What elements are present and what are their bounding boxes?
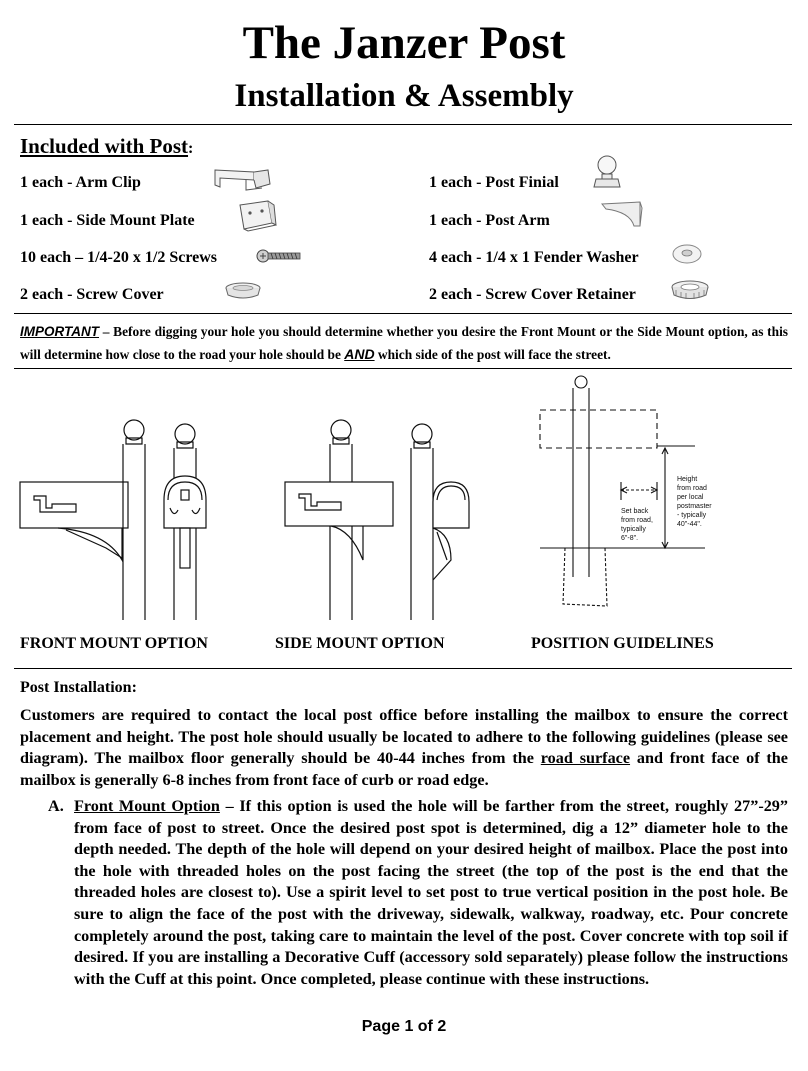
included-item-fender-washer: 4 each - 1/4 x 1 Fender Washer [429, 249, 639, 266]
side-mount-diagram [265, 410, 495, 630]
post-finial-icon [590, 153, 624, 193]
road-surface-term: road surface [540, 749, 631, 768]
screw-cover-icon [222, 280, 264, 302]
important-divider [14, 368, 792, 369]
setback-label-line-1: Set back [621, 508, 649, 515]
height-label-line-5: - typically [677, 512, 707, 519]
screw-icon [255, 248, 303, 264]
included-heading-colon: : [188, 140, 194, 157]
list-marker-a: A. [48, 797, 64, 815]
screw-cover-retainer-icon [668, 278, 712, 304]
important-text-before: – Before digging your hole you should determine whether you desire the Front Mount or the Side Mount option, as this will determine how close to the road your hole should be [20, 324, 788, 362]
setback-label-line-2: from road, [621, 517, 653, 524]
setback-label-line-3: typically [621, 526, 646, 533]
post-arm-icon [600, 200, 644, 230]
important-label: IMPORTANT [20, 324, 99, 339]
installation-intro-before: Customers are required to contact the local post office before installing the mailbox to ensure the correct placement and height. The post hole should usually be located to adhere to the following guidelines (please see diagram). The mailbox floor generally should be 40-44 inches from the [20, 706, 788, 768]
included-item-post-finial: 1 each - Post Finial [429, 174, 559, 191]
front-mount-caption: FRONT MOUNT OPTION [20, 635, 208, 652]
front-mount-diagram [18, 410, 238, 630]
height-label-line-4: postmaster [677, 503, 712, 510]
header-divider [14, 124, 792, 125]
installation-intro [20, 705, 788, 791]
setback-label-line-4: 6"-8". [621, 535, 639, 542]
side-mount-plate-icon [236, 199, 278, 233]
important-and-label: AND [344, 346, 375, 362]
height-label-line-3: per local [677, 494, 704, 501]
diagrams-divider [14, 668, 792, 669]
included-item-side-mount-plate: 1 each - Side Mount Plate [20, 212, 195, 229]
front-mount-instructions [74, 796, 788, 990]
document-title: The Janzer Post [242, 17, 566, 69]
included-divider [14, 313, 792, 314]
document-subtitle: Installation & Assembly [234, 78, 574, 114]
height-label-line-6: 40"-44". [677, 521, 702, 528]
front-mount-option-body: – If this option is used the hole will be farther from the street, roughly 27”-29” from face of post to street. Once the desired post spot is determined, dig a 12” diameter hole to the depth needed. The depth of the hole will depend on your desired height of mailbox. Place the post into the hole with threaded holes on the post facing the street (the top of the post is the end that the threaded holes are closest to). Use a spirit level to set post to true vertical position in the post hole. Be sure to align the face of the post with the driveway, sidewalk, walkway, roadway, etc. Pour concrete completely around the post, taking care to maintain the level of the post. Cover concrete with top soil if desired. If you are installing a Decorative Cuff (accessory sold separately) please follow the instructions with the Cuff at this point. Once completed, please continue with these instructions. [74, 797, 788, 988]
included-heading-text: Included with Post [20, 134, 189, 158]
side-mount-caption: SIDE MOUNT OPTION [275, 635, 445, 652]
important-text-after: which side of the post will face the street. [374, 347, 611, 362]
included-item-screws: 10 each – 1/4-20 x 1/2 Screws [20, 249, 218, 266]
front-mount-option-title: Front Mount Option [74, 797, 220, 815]
position-guidelines-caption: POSITION GUIDELINES [531, 635, 714, 652]
included-item-arm-clip: 1 each - Arm Clip [20, 174, 141, 191]
position-guidelines-diagram [535, 372, 735, 617]
included-heading [20, 134, 193, 159]
important-notice [20, 321, 788, 366]
installation-intro-after: and front face of the mailbox is generally 6-8 inches from front face of curb or road edge. [20, 749, 788, 789]
page-number: Page 1 of 2 [361, 1018, 447, 1035]
included-item-screw-cover: 2 each - Screw Cover [20, 286, 164, 303]
arm-clip-icon [212, 166, 274, 192]
included-item-screw-cover-retainer: 2 each - Screw Cover Retainer [429, 286, 636, 303]
fender-washer-icon [670, 242, 704, 266]
included-item-post-arm: 1 each - Post Arm [429, 212, 550, 229]
height-label-line-1: Height [677, 476, 698, 483]
height-label-line-2: from road [677, 485, 707, 492]
post-installation-heading: Post Installation: [20, 679, 137, 696]
